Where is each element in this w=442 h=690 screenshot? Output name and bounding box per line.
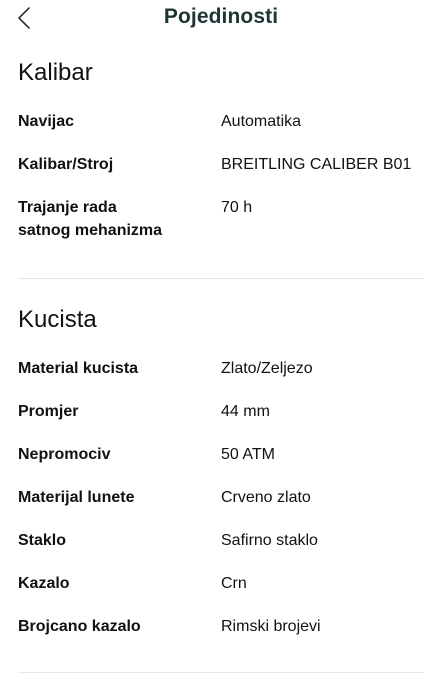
- spec-value: Crn: [221, 575, 247, 592]
- section-title: Kucista: [18, 306, 97, 333]
- page-title: Pojedinosti: [163, 5, 279, 28]
- section-title: Kalibar: [18, 59, 93, 86]
- spec-row-nepromociv: [18, 443, 424, 466]
- spec-label: Kazalo: [18, 575, 70, 592]
- spec-value: BREITLING CALIBER B01: [221, 156, 412, 173]
- spec-row-brojcano-kazalo: [18, 615, 424, 638]
- spec-list: [18, 110, 424, 242]
- spec-label: Kalibar/Stroj: [18, 156, 114, 173]
- spec-label: Staklo: [18, 532, 67, 549]
- section-divider: [18, 278, 424, 279]
- spec-label-line: satnog mehanizma: [18, 222, 163, 239]
- spec-label: Nepromociv: [18, 446, 111, 463]
- spec-value: 44 mm: [221, 403, 270, 420]
- spec-label-line: Trajanje rada: [18, 199, 117, 216]
- spec-value: Rimski brojevi: [221, 618, 321, 635]
- spec-list: [18, 357, 424, 638]
- top-bar: [0, 0, 442, 38]
- spec-row-material-kucista: [18, 357, 424, 380]
- section-divider: [18, 672, 424, 673]
- spec-label: [18, 196, 221, 242]
- section-kalibar: [18, 58, 424, 262]
- spec-value: Automatika: [221, 113, 302, 130]
- spec-label: Brojcano kazalo: [18, 618, 141, 635]
- spec-value: 70 h: [221, 199, 253, 216]
- section-kucista: [18, 305, 424, 658]
- spec-label: Material kucista: [18, 360, 139, 377]
- spec-value: 50 ATM: [221, 446, 275, 463]
- spec-label: Promjer: [18, 403, 79, 420]
- spec-row-trajanje-rada: [18, 196, 424, 242]
- spec-label: Navijac: [18, 113, 75, 130]
- spec-row-navijac: [18, 110, 424, 133]
- spec-row-staklo: [18, 529, 424, 552]
- spec-row-materijal-lunete: [18, 486, 424, 509]
- spec-row-kalibar-stroj: [18, 153, 424, 176]
- spec-value: Zlato/Zeljezo: [221, 360, 313, 377]
- spec-row-kazalo: [18, 572, 424, 595]
- spec-value: Crveno zlato: [221, 489, 311, 506]
- spec-row-promjer: [18, 400, 424, 423]
- spec-label: Materijal lunete: [18, 489, 135, 506]
- spec-value: Safirno staklo: [221, 532, 318, 549]
